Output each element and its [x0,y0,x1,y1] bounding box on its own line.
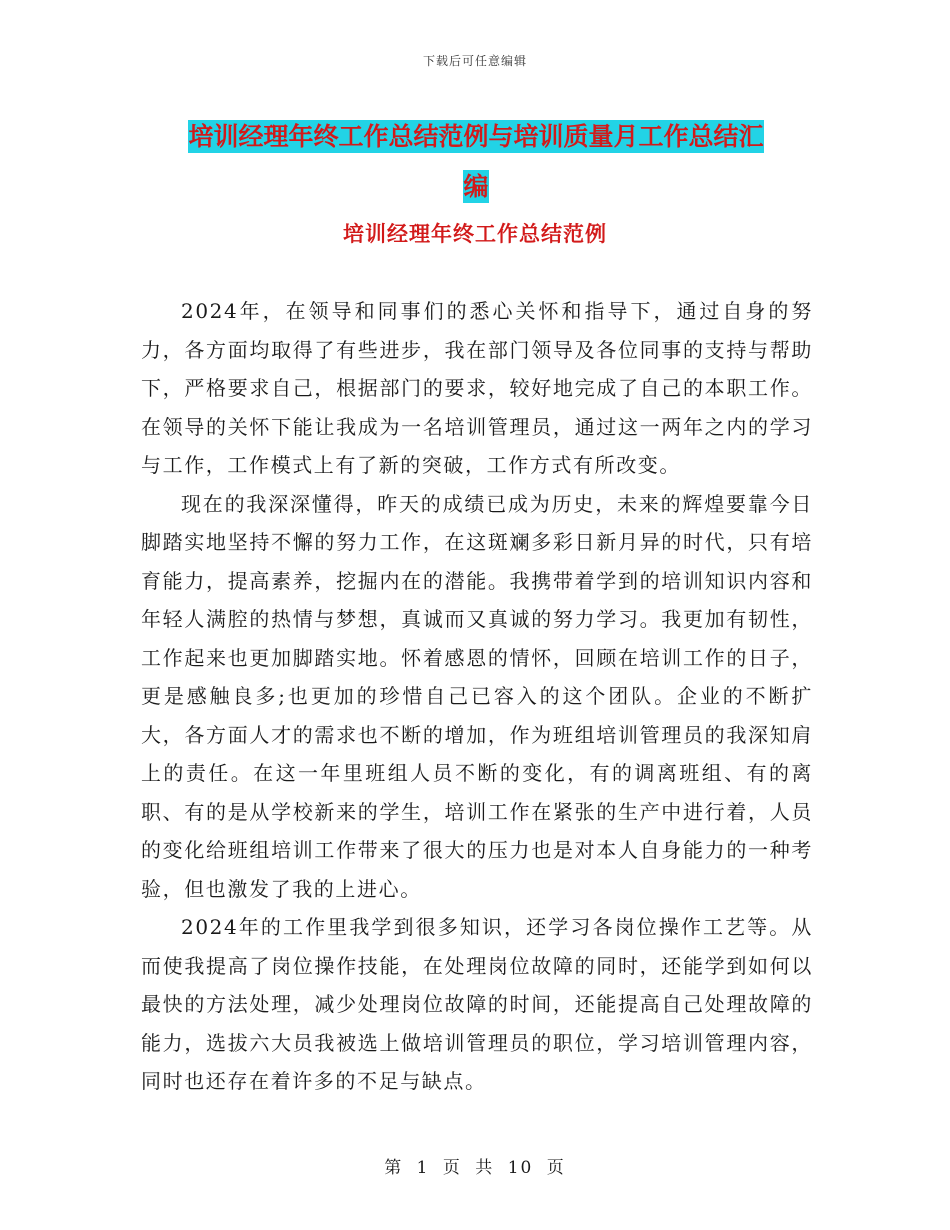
header-note: 下载后可任意编辑 [422,54,527,68]
paragraph-2: 现在的我深深懂得，昨天的成绩已成为历史，未来的辉煌要靠今日脚踏实地坚持不懈的努力工作，在这斑斓多彩日新月异的时代，只有培育能力，提高素养，挖掘内在的潜能。我携带着学到的培训知识内容和年轻人满腔的热情与梦想，真诚而又真诚的努力学习。我更加有韧性，工作起来也更加脚踏实地。怀着感恩的情怀，回顾在培训工作的日子，更是感触良多;也更加的珍惜自己已容入的这个团队。企业的不断扩大，各方面人才的需求也不断的增加，作为班组培训管理员的我深知肩上的责任。在这一年里班组人员不断的变化，有的调离班组、有的离职、有的是从学校新来的学生，培训工作在紧张的生产中进行着，人员的变化给班组培训工作带来了很大的压力也是对本人自身能力的一种考验，但也激发了我的上进心。 [141,491,813,901]
paragraph-3: 2024年的工作里我学到很多知识，还学习各岗位操作工艺等。从而使我提高了岗位操作技能，在处理岗位故障的同时，还能学到如何以最快的方法处理，减少处理岗位故障的时间，还能提高自己处理故障的能力，选拔六大员我被选上做培训管理员的职位，学习培训管理内容，同时也还存在着许多的不足与缺点。 [141,915,813,1093]
page-number: 第 1 页 共 10 页 [384,1158,566,1178]
section-title: 培训经理年终工作总结范例 [343,221,607,246]
document-title-line-1: 培训经理年终工作总结范例与培训质量月工作总结汇 [188,122,764,151]
document-title-line-2: 编 [463,172,489,201]
document-title [140,112,812,212]
paragraph-1: 2024年，在领导和同事们的悉心关怀和指导下，通过自身的努力，各方面均取得了有些进步，我在部门领导及各位同事的支持与帮助下，严格要求自己，根据部门的要求，较好地完成了自己的本职工作。在领导的关怀下能让我成为一名培训管理员，通过这一两年之内的学习与工作，工作模式上有了新的突破，工作方式有所改变。 [141,299,813,477]
body-text [141,292,813,1101]
